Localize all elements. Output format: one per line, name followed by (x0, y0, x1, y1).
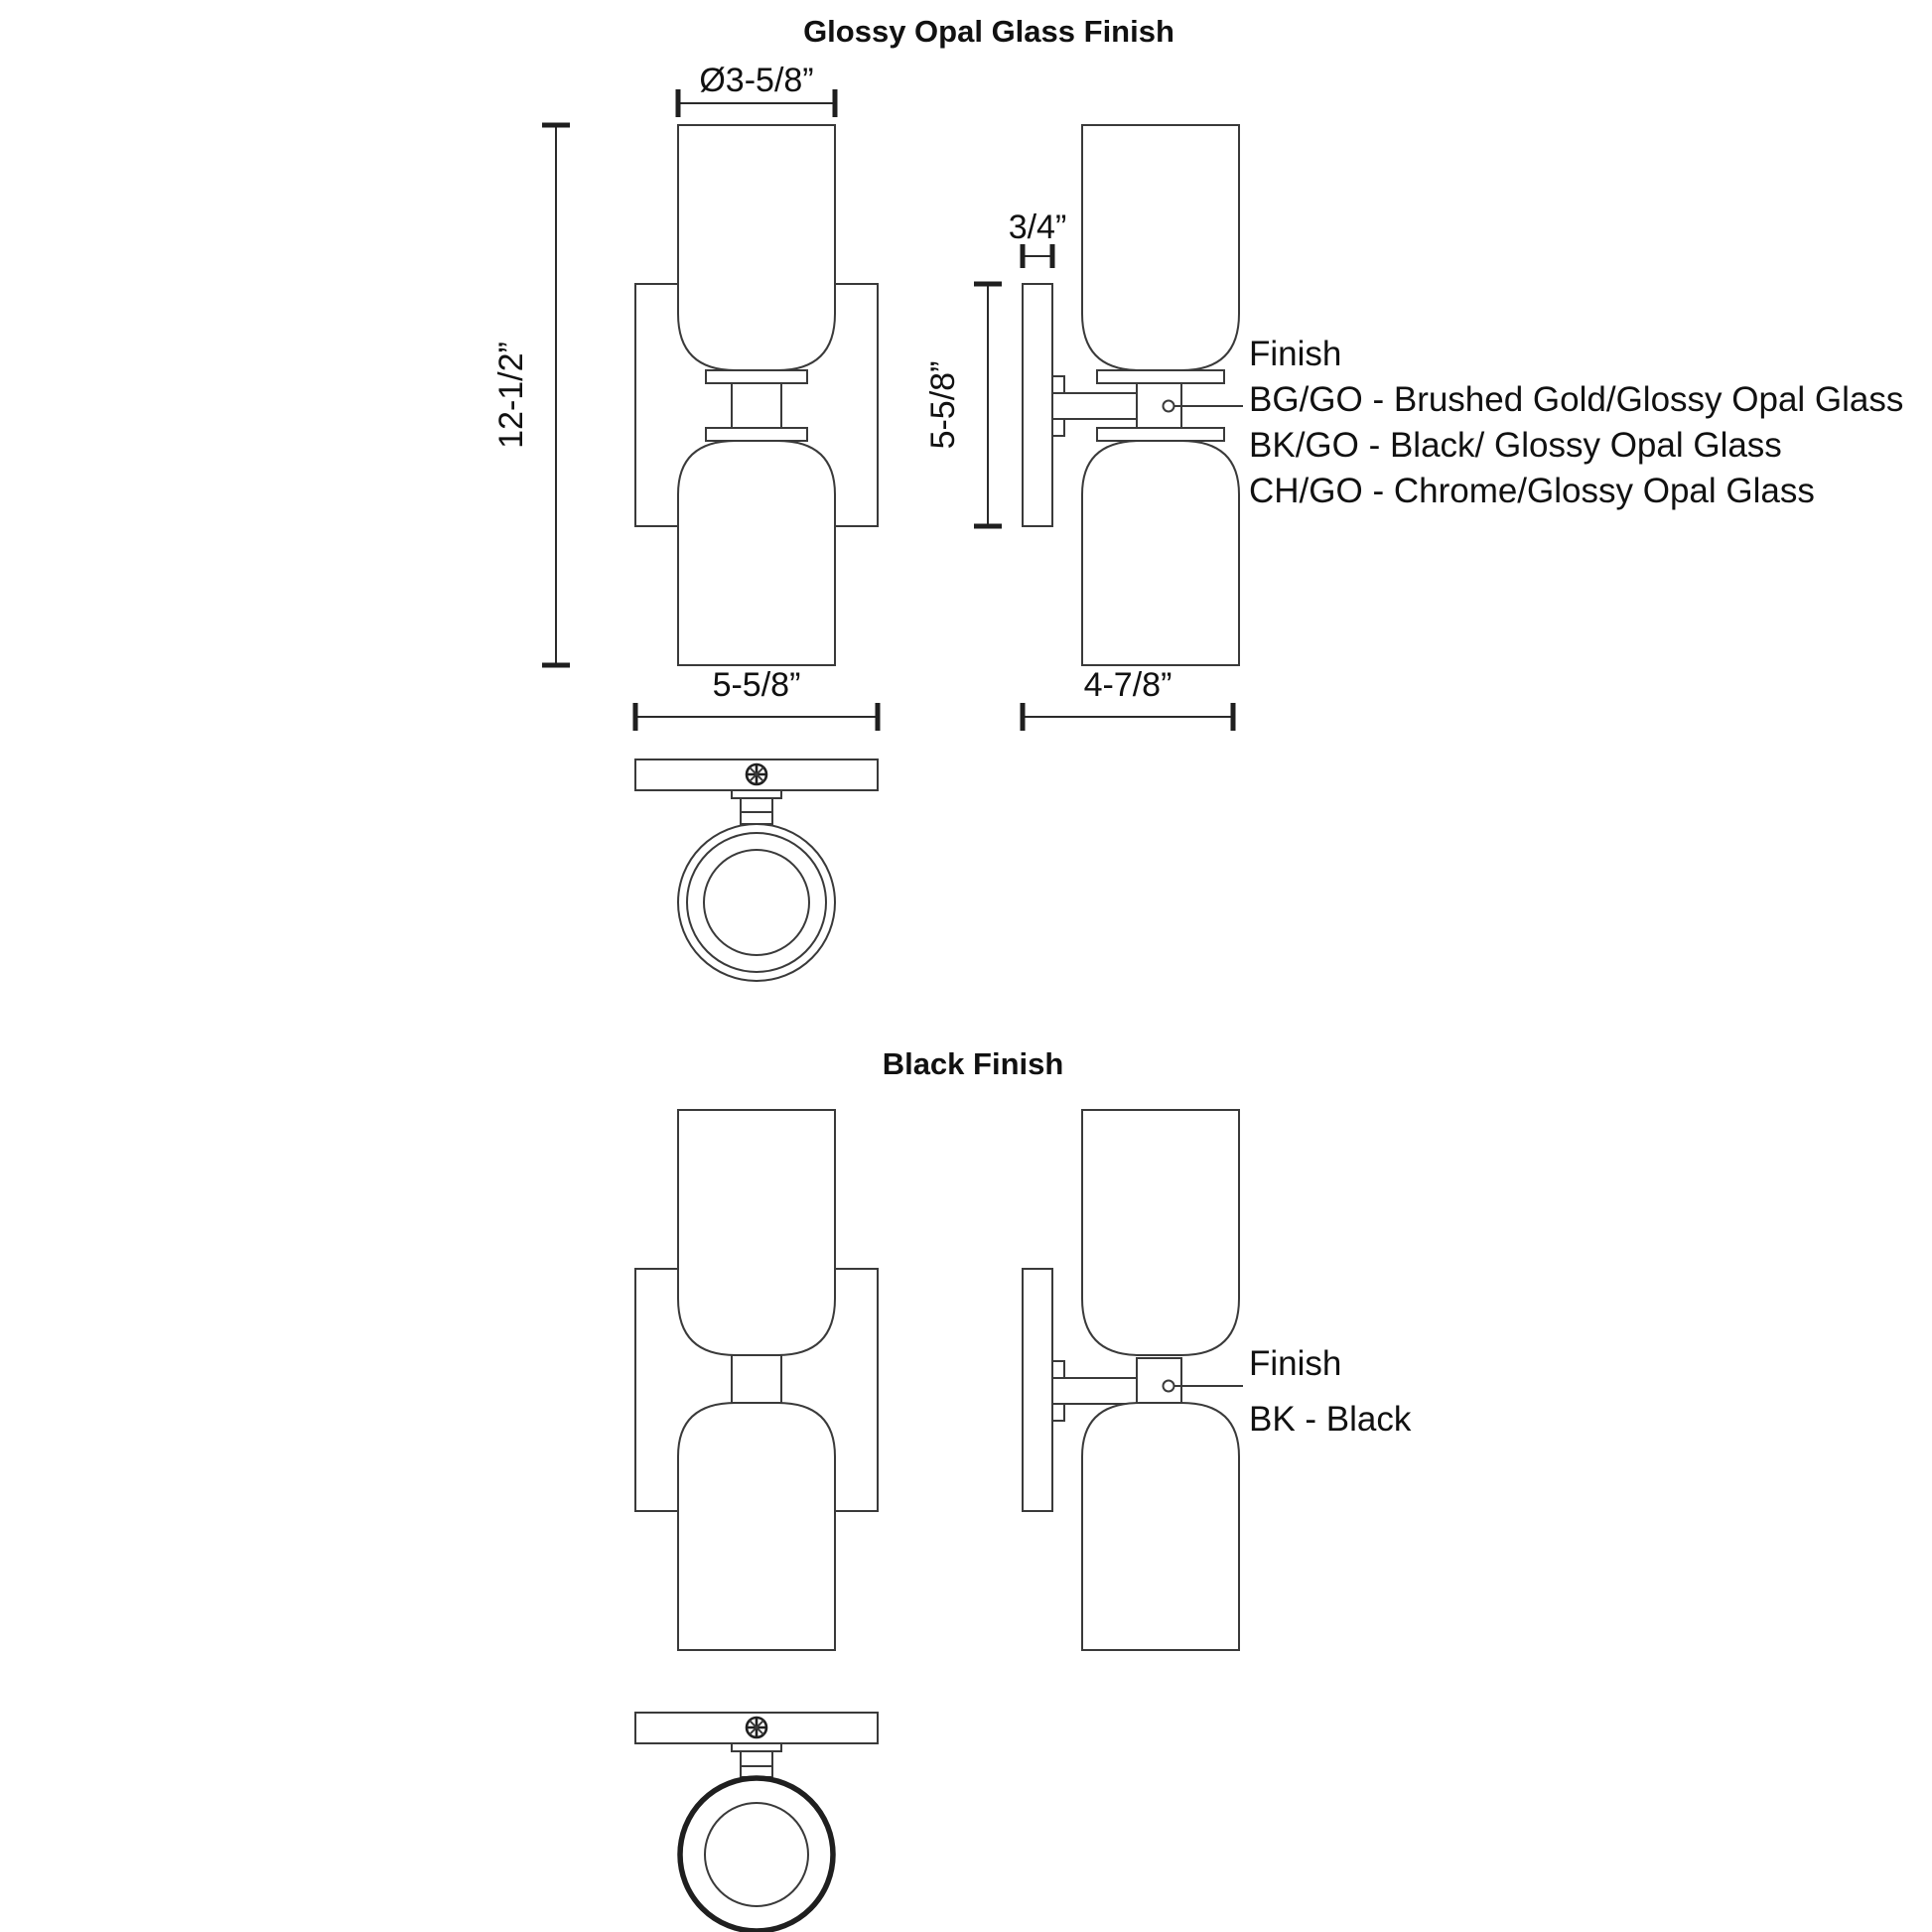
black-finish-legend (1249, 1344, 1412, 1439)
upper-flange-side (1097, 370, 1224, 383)
finish-option-bg-go: BG/GO - Brushed Gold/Glossy Opal Glass (1249, 380, 1904, 419)
arm-flange-plan (732, 1743, 781, 1751)
dim-overall-height-label: 12-1/2” (492, 342, 530, 449)
lower-glass-shade (678, 1403, 835, 1650)
dim-overall-height (492, 125, 570, 665)
finish-option-bk: BK - Black (1249, 1400, 1412, 1439)
glossy-plan-view (635, 759, 878, 981)
dim-backplate-height-label: 5-5/8” (924, 360, 962, 450)
glossy-section (492, 14, 1903, 981)
screw-head-icon (747, 764, 766, 784)
lower-flange (706, 428, 807, 441)
black-plan-view (635, 1713, 878, 1931)
upper-glass-shade-side (1082, 1110, 1239, 1355)
dim-backplate-width-label: 5-5/8” (712, 666, 801, 704)
dim-diameter-label: Ø3-5/8” (699, 62, 814, 99)
glossy-finish-legend (1249, 335, 1903, 510)
center-connector (732, 383, 781, 428)
glass-outer-rim (678, 824, 835, 981)
black-side-view (1023, 1110, 1243, 1650)
dim-plate-thickness (1009, 208, 1067, 268)
upper-flange (706, 370, 807, 383)
glass-opening (704, 850, 809, 955)
dim-backplate-width (635, 666, 878, 731)
arm-flange-plan (732, 790, 781, 798)
wall-plate-side (1023, 1269, 1052, 1511)
glass-outer-rim-black (680, 1778, 833, 1931)
finish-legend-heading: Finish (1249, 1344, 1342, 1383)
glossy-side-view (924, 125, 1243, 731)
upper-glass-shade (678, 1110, 835, 1355)
screw-head-icon (747, 1718, 766, 1737)
lower-flange-side (1097, 428, 1224, 441)
lower-glass-shade-side (1082, 1403, 1239, 1650)
arm-neck-plan (741, 1751, 772, 1777)
center-connector-side (1137, 1358, 1181, 1408)
dim-plate-thickness-label: 3/4” (1008, 208, 1067, 246)
glossy-front-view (492, 62, 878, 731)
finish-option-ch-go: CH/GO - Chrome/Glossy Opal Glass (1249, 472, 1815, 510)
black-section (635, 1046, 1412, 1931)
lower-glass-shade (678, 441, 835, 665)
glass-inner-rim (687, 833, 826, 972)
dim-side-depth-label: 4-7/8” (1083, 666, 1173, 704)
dim-backplate-height (924, 284, 1002, 526)
black-front-view (635, 1110, 878, 1650)
mounting-arm (1052, 393, 1137, 419)
mounting-arm (1052, 1378, 1137, 1404)
upper-glass-shade (678, 125, 835, 370)
lower-glass-shade-side (1082, 441, 1239, 665)
dim-diameter (678, 62, 835, 117)
finish-legend-heading: Finish (1249, 335, 1342, 373)
upper-glass-shade-side (1082, 125, 1239, 370)
glossy-section-title: Glossy Opal Glass Finish (803, 14, 1174, 49)
finish-option-bk-go: BK/GO - Black/ Glossy Opal Glass (1249, 426, 1782, 465)
center-connector (732, 1355, 781, 1403)
wall-plate-side (1023, 284, 1052, 526)
black-section-title: Black Finish (882, 1046, 1064, 1081)
dim-side-depth (1023, 666, 1233, 731)
